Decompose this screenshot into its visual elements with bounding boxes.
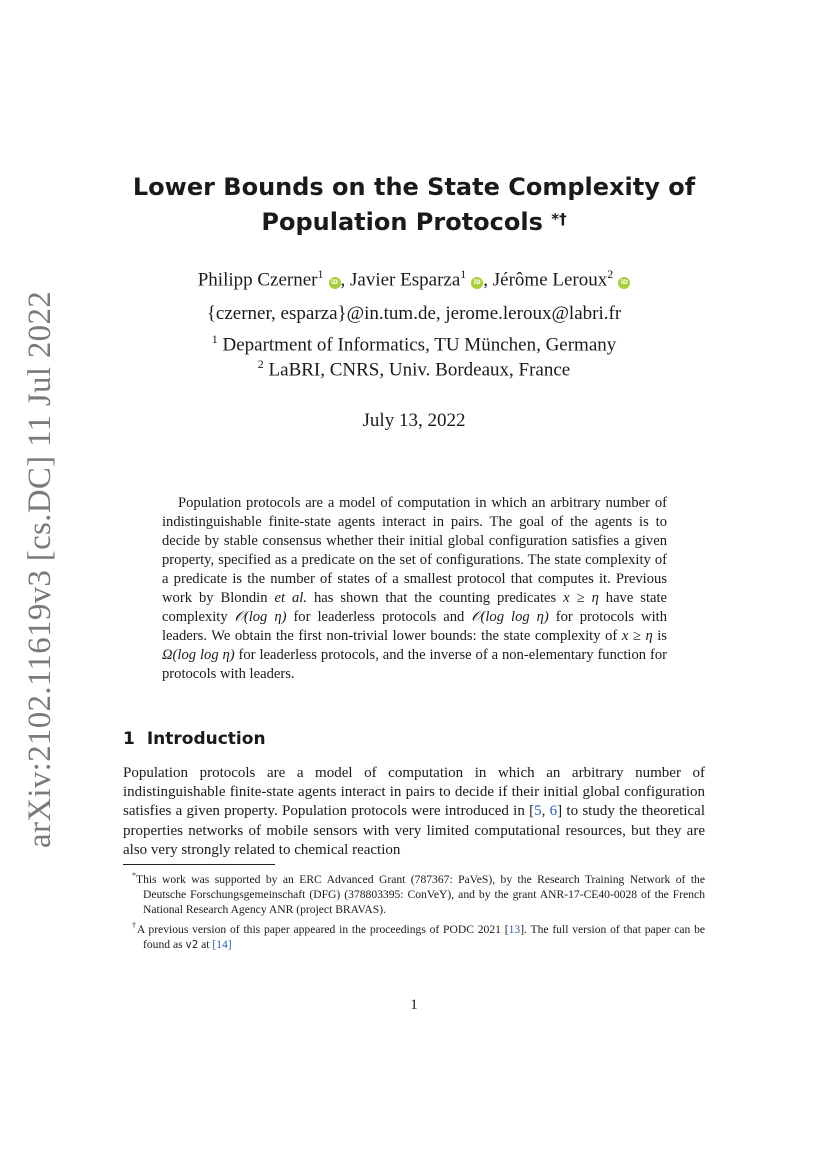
abstract-text: is	[652, 628, 667, 644]
author-separator: ,	[340, 269, 351, 291]
citation-link[interactable]: [14]	[212, 937, 232, 951]
abstract-math: 𝒪(log η)	[234, 609, 287, 625]
footnote-mark: †	[132, 920, 137, 930]
title-footnote-marks: *†	[551, 210, 567, 228]
page-number: 1	[410, 997, 418, 1013]
footnote-previous-version	[123, 918, 705, 953]
orcid-icon[interactable]: iD	[618, 277, 630, 289]
abstract-text: Population protocols are a model of computation in which an arbitrary number of indistinguishable finite-state agents interact in pairs. The goal of the agents is to decide by stable consensus whether their initial global configuration satisfies a given property, specified as a predicate on the set of configurations. The state complexity of a predicate is the number of states of a smallest protocol that computes it. Previous work by Blondin	[162, 495, 667, 606]
author-separator: ,	[483, 269, 493, 291]
title-line-1: Lower Bounds on the State Complexity of	[132, 173, 696, 201]
footnote-mark: *	[132, 871, 136, 880]
author-name: Philipp Czerner	[197, 269, 318, 291]
abstract-text: have state complexity	[162, 590, 668, 625]
footnote-divider	[123, 864, 275, 865]
orcid-icon[interactable]: iD	[329, 277, 341, 289]
section-heading-introduction	[123, 727, 266, 751]
introduction-paragraph	[123, 764, 705, 860]
abstract-text: for leaderless protocols, and the inverse of a non-elementary function for protocols with leaders.	[162, 647, 668, 682]
author-affil-mark: 2	[607, 267, 614, 281]
abstract-math: Ω(log log η)	[162, 647, 235, 663]
intro-text: Population protocols are a model of computation in which an arbitrary number of indistinguishable finite-state agents interact in pairs to decide if their initial global configuration satisfies a given property. Population protocols were introduced in [	[123, 765, 705, 820]
section-number: 1	[123, 729, 135, 749]
arxiv-identifier-stamp: arXiv:2102.11619v3 [cs.DC] 11 Jul 2022	[22, 290, 58, 848]
author-name: Javier Esparza	[350, 269, 461, 291]
orcid-icon[interactable]: iD	[471, 277, 483, 289]
author-name: Jérôme Leroux	[492, 269, 608, 291]
affiliation-text: Department of Informatics, TU München, Germany	[217, 334, 617, 356]
version-code: v2	[185, 938, 199, 951]
citation-link[interactable]: 6	[549, 803, 558, 820]
abstract-text: has shown that the counting predicates	[306, 590, 564, 606]
abstract-text: for protocols with leaders. We obtain the first non-trivial lower bounds: the state complexity of	[162, 609, 668, 644]
abstract-math: 𝒪(log log η)	[471, 609, 549, 625]
footnote-text: at	[198, 937, 213, 951]
affiliation-text: LaBRI, CNRS, Univ. Bordeaux, France	[263, 359, 571, 381]
footnote-text: ]. The full version of that paper can be found as	[143, 922, 706, 951]
title-line-2	[0, 205, 828, 240]
citation-link[interactable]: 13	[508, 922, 521, 936]
paper-title	[0, 170, 828, 240]
affiliation-mark: 2	[257, 357, 264, 371]
author-affil-mark: 1	[460, 267, 467, 281]
abstract-math: x ≥ η	[563, 590, 599, 606]
author-affil-mark: 1	[317, 267, 324, 281]
abstract-et-al: et al.	[274, 590, 307, 606]
publication-date: July 13, 2022	[362, 410, 466, 431]
abstract	[162, 494, 667, 684]
section-title: Introduction	[146, 729, 266, 749]
author-list	[0, 262, 828, 292]
author-emails: {czerner, esparza}@in.tum.de, jerome.leroux@labri.fr	[206, 303, 622, 324]
citation-link[interactable]: 5	[534, 803, 542, 820]
footnotes	[123, 868, 705, 954]
affiliation-2	[0, 352, 828, 382]
title-line-2-text: Population Protocols	[261, 208, 543, 236]
footnote-funding	[123, 868, 705, 917]
footnote-text: This work was supported by an ERC Advanced Grant (787367: PaVeS), by the Research Training Network of the Deutsche Forschungsgemeinschaft (DFG) (378803395: ConVeY), and by the grant ANR-17-CE40-0028 of the French National Research Agency ANR (project BRAVAS).	[136, 872, 705, 916]
intro-text: ] to study the theoretical properties networks of mobile sensors with very limited computational resources, but they are also very strongly related to chemical reaction	[123, 803, 706, 858]
abstract-text: for leaderless protocols and	[286, 609, 472, 625]
affiliation-mark: 1	[211, 332, 218, 346]
abstract-math: x ≥ η	[621, 628, 653, 644]
citation-separator: ,	[541, 803, 550, 820]
footnote-text: A previous version of this paper appeared in the proceedings of PODC 2021 [	[136, 922, 509, 936]
